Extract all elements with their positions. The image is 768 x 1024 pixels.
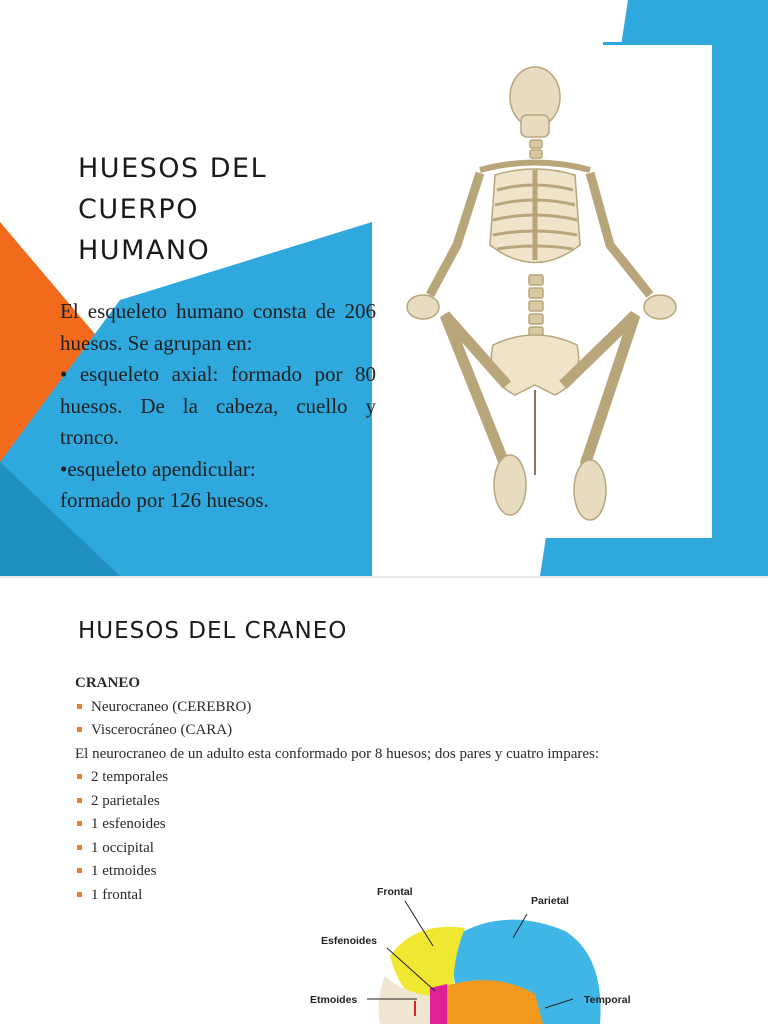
apendicular-line-2: formado por 126 huesos.: [60, 488, 269, 512]
title-line-2: CUERPO: [78, 194, 199, 225]
list-item: Neurocraneo (CEREBRO): [75, 696, 695, 720]
label-parietal: Parietal: [531, 895, 569, 907]
label-frontal: Frontal: [377, 886, 413, 898]
slide-2-title: HUESOS DEL CRANEO: [78, 618, 348, 644]
list-item: 1 frontal: [75, 884, 695, 908]
esfenoides-region: [430, 984, 447, 1024]
square-bullet-icon: [77, 868, 82, 873]
title-line-3: HUMANO: [78, 235, 211, 266]
list-item: 1 occipital: [75, 837, 695, 861]
slide-1-body-text: [60, 296, 376, 517]
apendicular-line-1: •esqueleto apendicular:: [60, 456, 256, 481]
list-item: 1 etmoides: [75, 860, 695, 884]
label-etmoides: Etmoides: [310, 994, 358, 1006]
square-bullet-icon: [77, 845, 82, 850]
list-item: 2 temporales: [75, 766, 695, 790]
label-temporal: Temporal: [584, 994, 631, 1006]
slide-1-title: [78, 148, 338, 271]
title-line-1: HUESOS DEL: [78, 153, 268, 184]
square-bullet-icon: [77, 774, 82, 779]
list-item: 1 esfenoides: [75, 813, 695, 837]
neurocraneo-sentence: El neurocraneo de un adulto esta conformado por 8 huesos; dos pares y cuatro impares:: [75, 745, 600, 762]
skull-diagram: [305, 876, 645, 1024]
label-esfenoides: Esfenoides: [321, 935, 378, 947]
skeleton-photo: [385, 45, 712, 538]
intro-paragraph: El esqueleto humano consta de 206 huesos. Se agrupan en:: [60, 299, 376, 355]
square-bullet-icon: [77, 798, 82, 803]
square-bullet-icon: [77, 892, 82, 897]
craneo-heading: CRANEO: [75, 675, 141, 691]
slide-2-body-text: [75, 672, 695, 907]
human-skeleton-illustration-icon: [385, 45, 712, 538]
craneo-parts-list: [75, 696, 695, 743]
list-item: Viscerocráneo (CARA): [75, 719, 695, 743]
list-item: 2 parietales: [75, 790, 695, 814]
square-bullet-icon: [77, 821, 82, 826]
axial-paragraph: • esqueleto axial: formado por 80 huesos. De la cabeza, cuello y tronco.: [60, 362, 376, 449]
square-bullet-icon: [77, 727, 82, 732]
square-bullet-icon: [77, 704, 82, 709]
